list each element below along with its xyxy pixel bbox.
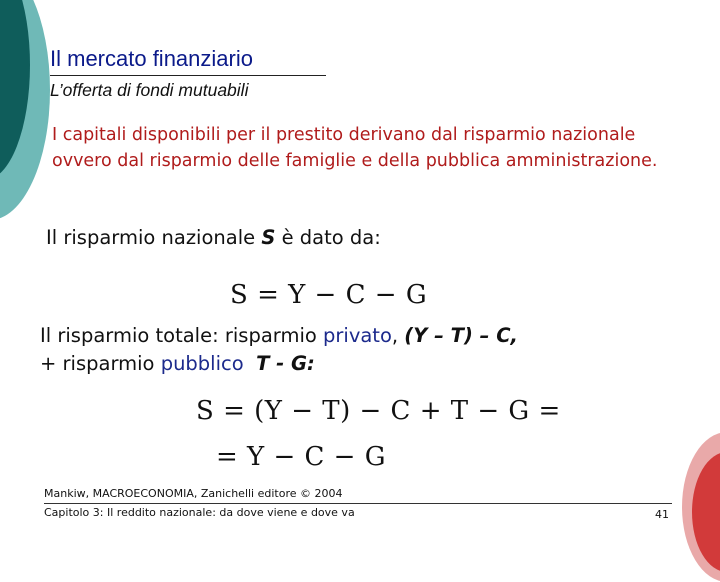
word-public: pubblico — [160, 352, 244, 375]
slide-subtitle: L’offerta di fondi mutuabili — [50, 80, 249, 100]
footer-source: Mankiw, MACROECONOMIA, Zanichelli editore © 2004 — [44, 487, 343, 500]
formula-total-saving: S = (Y − T) − C + T − G = — [196, 396, 561, 426]
public-saving-expression: T - G: — [256, 352, 315, 375]
title-underline — [50, 75, 326, 76]
total-saving-text: Il risparmio totale: risparmio privato, (Y – T) – C, + risparmio pubblico T - G: — [40, 324, 518, 375]
formula-national-saving: S = Y − C − G — [230, 280, 428, 310]
intro-paragraph: I capitali disponibili per il prestito derivano dal risparmio nazionale ovvero dal risparmio delle famiglie e della pubblica amministrazione. — [52, 125, 658, 171]
footer-chapter: Capitolo 3: Il reddito nazionale: da dove viene e dove va — [44, 506, 355, 519]
symbol-s: S — [261, 226, 276, 249]
slide-title: Il mercato finanziario — [50, 46, 253, 71]
formula-total-saving-result: = Y − C − G — [216, 442, 387, 472]
word-private: privato — [323, 324, 392, 347]
national-saving-text: Il risparmio nazionale S è dato da: — [46, 226, 381, 249]
page-number: 41 — [655, 508, 669, 521]
private-saving-expression: (Y – T) – C, — [404, 324, 518, 347]
footer-divider — [44, 503, 672, 504]
